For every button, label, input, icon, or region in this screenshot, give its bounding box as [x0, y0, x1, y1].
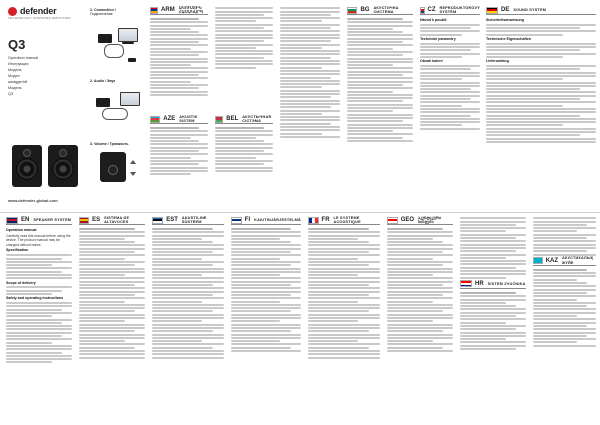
section-fi-title: KAIUTINJÄRJESTELMÄ: [254, 217, 301, 222]
section-bel-code: BEL: [226, 115, 239, 122]
speaker-icon: [98, 34, 112, 43]
de-heading-1: Sicherheitsanweisung: [486, 18, 524, 22]
section-en: [6, 216, 72, 422]
subtitle-2: Модель: [8, 68, 22, 72]
computer-monitor-icon: [118, 28, 138, 42]
section-es-header: [79, 216, 145, 225]
section-hr-header: [460, 280, 526, 289]
de-heading-3: Lieferumfang: [486, 59, 509, 64]
section-bg: [347, 6, 413, 206]
section-geo-code: GEO: [400, 216, 415, 223]
section-fr: [308, 216, 380, 422]
section-est: [152, 216, 224, 422]
section-fr-title: LE SYSTÈME ACOUSTIQUE: [333, 216, 361, 224]
section-kaz-code: KAZ: [545, 257, 559, 264]
subtitle-0: Operation manual: [8, 56, 39, 60]
brand-logo: [8, 6, 78, 16]
volume-knob-icon: [108, 165, 118, 175]
section-aze: [150, 115, 208, 210]
section-arm-header: [150, 6, 208, 15]
cz-heading-2: Technické parametry: [420, 36, 456, 41]
section-es-code: ES: [92, 216, 101, 223]
section-geo-header: [387, 216, 453, 225]
usb-cable-icon: [104, 44, 124, 58]
model-title: Q3: [8, 37, 26, 52]
en-paragraph-1: Carefully read this manual before using the device. The product manual may be changed without notice.: [6, 233, 71, 247]
website-url: www.defender-global.com: [8, 198, 58, 203]
section-fi-code: FI: [244, 216, 251, 223]
subtitle-5: Модель: [8, 86, 22, 90]
section-bel-title: АКУСТЫЧНАЯ СІСТЭМА: [242, 115, 272, 123]
section-est-title: AKUSTILINE SÜSTEEM: [181, 216, 207, 224]
step-connection-sub: Подключение: [90, 12, 113, 16]
step-connection: [90, 8, 116, 16]
en-heading-2: Specification: [6, 248, 29, 253]
section-geo: [387, 216, 453, 422]
cz-heading-3: Obsah balení: [420, 59, 443, 64]
horizontal-divider: [0, 212, 600, 213]
en-heading-4: Safety and operating instructions: [6, 296, 64, 301]
step-volume: 3. Volume / Громкость: [90, 142, 129, 146]
section-fr-code: FR: [321, 216, 330, 223]
section-fi-header: [231, 216, 301, 225]
brand-name: defender: [20, 6, 57, 16]
section-bg-header: [347, 6, 413, 15]
monitor-stand-icon: [122, 42, 134, 44]
subtitle-4: шпaggerhtf: [8, 80, 28, 84]
section-geo-title: აკუსტიკური სისტემა: [418, 216, 442, 224]
section-fi: [231, 216, 301, 422]
section-cz-code: CZ: [427, 6, 436, 13]
section-de: [486, 6, 596, 206]
step-connection-label: 1. Connection /: [90, 8, 116, 12]
step-audio: 2. Audio / Звук: [90, 79, 116, 83]
section-bg-title: АКУСТИЧНА СИСТЕМА: [373, 6, 399, 14]
section-arm-code: ARM: [161, 6, 175, 13]
subtitle-6: Q3: [8, 92, 14, 96]
section-en-title: SPEAKER SYSTEM: [33, 217, 72, 222]
section-cz: [420, 6, 480, 206]
en-heading-1: Operation manual: [6, 228, 37, 232]
section-est-header: [152, 216, 224, 225]
brand-tagline: TECHNOLOGY INSPIRING EMOTIONS: [8, 16, 71, 20]
section-aze-code: AZE: [163, 115, 176, 122]
subtitle-1: Инструкция: [8, 62, 29, 66]
section-kaz-title: АКУСТИКАЛЫҚ ЖҮЙЕ: [562, 256, 594, 265]
section-arm-title: ԱԿՈՒՍՏԻԿ ՀԱՄԱԿԱՐԳ: [178, 6, 204, 14]
section-arm-continued: [215, 6, 273, 106]
section-es: [79, 216, 145, 422]
section-en-header: [6, 216, 72, 225]
section-de-title: SOUND SYSTEM: [513, 7, 547, 12]
de-heading-2: Technische Eigenschaften: [486, 36, 532, 41]
section-fr-header: [308, 216, 380, 225]
section-kaz-header: [533, 257, 596, 266]
cz-heading-1: Návod k použití: [420, 18, 447, 22]
volume-down-arrow-icon: [130, 172, 136, 176]
section-aze-header: [150, 115, 208, 124]
section-hr-continued: [533, 216, 596, 422]
audio-cable-icon: [102, 108, 128, 120]
manual-subtitles: [8, 55, 38, 97]
brand-logo-mark: [8, 7, 17, 16]
audio-speaker-icon: [96, 98, 110, 107]
section-aze-title: AKUSTIK SISTEM: [179, 115, 198, 123]
audio-source-monitor-icon: [120, 92, 140, 106]
section-bel-continued: [280, 6, 340, 206]
section-hr-title: SISTEM ZVUČNIKA: [487, 281, 526, 286]
section-bg-code: BG: [360, 6, 370, 13]
section-geo-continued: [460, 216, 526, 422]
section-en-code: EN: [21, 216, 30, 223]
section-bel: [215, 115, 273, 210]
volume-up-arrow-icon: [130, 160, 136, 164]
speaker-image-right: [48, 145, 78, 187]
en-heading-3: Scope of delivery: [6, 280, 36, 285]
section-est-code: EST: [166, 216, 178, 223]
section-cz-header: [420, 6, 480, 15]
section-hr-code: HR: [475, 280, 484, 287]
section-de-header: [486, 6, 596, 15]
section-cz-title: REPRODUKTOROVÝ SYSTÉM: [439, 6, 480, 14]
subtitle-3: Модел: [8, 74, 20, 78]
section-de-code: DE: [501, 6, 510, 13]
section-bel-header: [215, 115, 273, 124]
speaker-image-left: [12, 145, 42, 187]
section-es-title: SISTEMA DE ALTAVOCES: [104, 216, 130, 224]
power-plug-icon: [128, 58, 136, 62]
